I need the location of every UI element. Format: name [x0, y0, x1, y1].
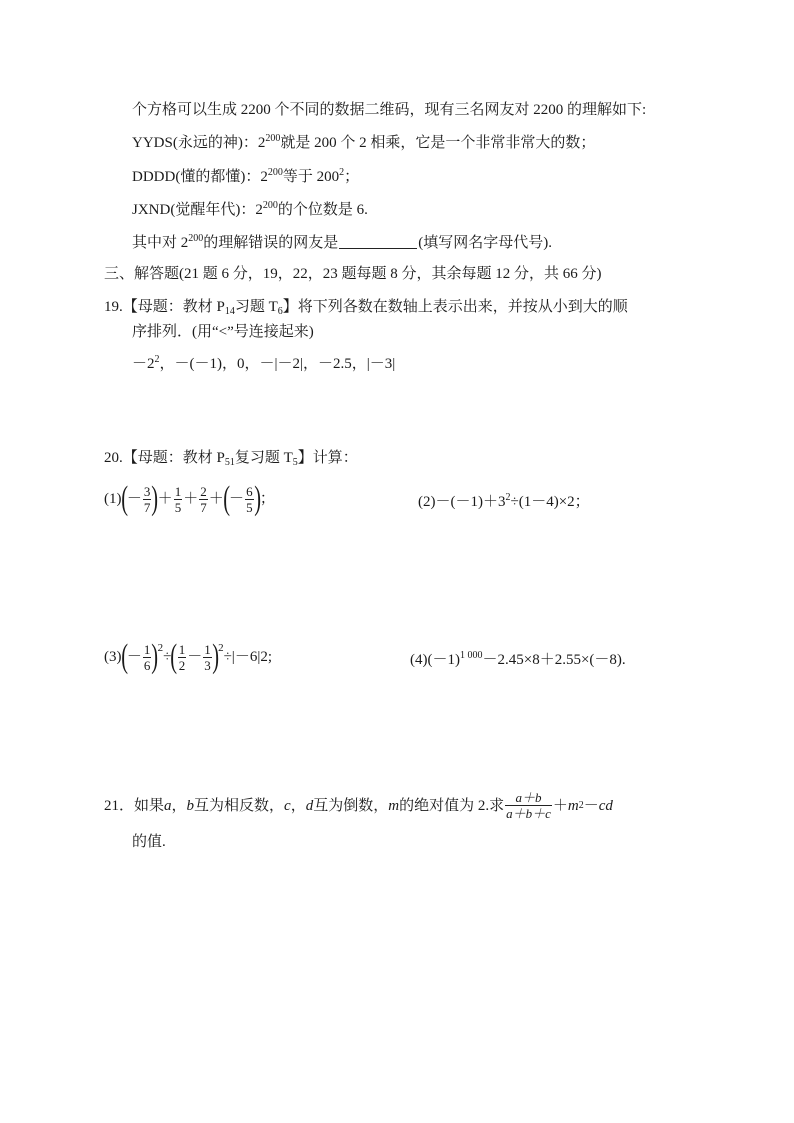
p4-label: (4)(－1) — [410, 652, 460, 668]
p3-div1: ÷ — [163, 649, 172, 665]
numbers-b: ，－(－1)，0，－|－2|，－2.5，|－3| — [159, 356, 396, 372]
var-m-squared: m — [567, 797, 579, 814]
p3-rest: ÷|－6|2; — [223, 649, 272, 665]
yyds-suffix: 就是 200 个 2 相乘，它是一个非常非常大的数； — [280, 135, 596, 151]
dddd-exponent: 200 — [267, 167, 283, 178]
p21-text3: 互为倒数， — [313, 797, 389, 814]
p21-text4: 的绝对值为 2.求 — [399, 797, 505, 814]
p21-text1: 21．如果 — [104, 797, 165, 814]
problem19-label: 19.【母题：教材 P — [104, 299, 225, 315]
problem19-text1: 】将下列各数在数轴上表示出来，并按从小到大的顺 — [282, 299, 628, 315]
p21-minus: － — [583, 797, 599, 814]
right-paren: ) — [212, 638, 219, 675]
left-paren: ( — [170, 638, 178, 675]
problem21-line1: 21．如果 a ， b 互为相反数， c ， d 互为倒数， m 的绝对值为 2.求 $\frac{a+b}{a+b+c}$ ＋ m 2 － cd — [104, 790, 613, 821]
p21-plus: ＋ — [552, 797, 568, 814]
problem20-mid: 复习题 T — [234, 450, 293, 466]
p1-minus1: － — [126, 491, 142, 507]
problem21-line2: 的值. — [132, 834, 166, 850]
yyds-exponent: 200 — [265, 133, 281, 144]
var-a: a — [164, 797, 172, 814]
p1-plus1: ＋ — [157, 491, 173, 507]
fraction-1-5: $\frac{1}{5}$ — [174, 483, 182, 515]
left-paren: ( — [222, 480, 230, 517]
fraction-sum: $\frac{a+b}{a+b+c}$ — [506, 790, 551, 821]
left-paren: ( — [120, 480, 128, 517]
answer-blank[interactable] — [339, 234, 417, 249]
fraction-1-2: $\frac{1}{2}$ — [178, 641, 186, 673]
right-paren: ) — [253, 480, 261, 517]
dddd-suffix: ； — [344, 169, 360, 185]
left-paren: ( — [120, 638, 128, 675]
p3-label: (3) — [104, 649, 122, 665]
fraction-1-3: $\frac{1}{3}$ — [204, 641, 211, 673]
problem20-task-sub: 5 — [292, 457, 298, 468]
problem20-part2 — [418, 492, 590, 512]
question-mid: 的理解错误的网友是 — [203, 235, 339, 251]
right-paren: ) — [151, 638, 159, 675]
p3-minus2: － — [187, 649, 203, 665]
var-c: c — [284, 797, 291, 814]
yyds-statement — [132, 133, 595, 153]
problem20-part4 — [410, 650, 626, 670]
yyds-prefix: YYDS(永远的神)：2 — [132, 135, 266, 151]
p3-square-2: 2 — [218, 642, 224, 654]
p1-plus3: ＋ — [208, 491, 224, 507]
problem18-question — [132, 233, 552, 253]
p4-rest: －2.45×8＋2.55×(－8). — [482, 652, 626, 668]
p4-exponent: 1 000 — [459, 650, 483, 661]
dddd-mid: 等于 200 — [282, 169, 340, 185]
jxnd-prefix: JXND(觉醒年代)：2 — [132, 202, 263, 218]
right-paren: ) — [151, 480, 159, 517]
problem19-line1 — [104, 297, 628, 317]
problem19-line2: 序排列．(用“<”号连接起来) — [132, 324, 314, 340]
problem20-page-sub: 51 — [224, 457, 235, 468]
p1-label: (1) — [104, 491, 122, 507]
var-cd: cd — [598, 797, 613, 814]
p3-minus1: － — [126, 649, 142, 665]
dddd-exponent-2: 2 — [339, 167, 345, 178]
dddd-prefix: DDDD(懂的都懂)：2 — [132, 169, 268, 185]
var-d: d — [305, 797, 314, 814]
jxnd-statement — [132, 200, 368, 220]
problem19-page-sub: 14 — [224, 306, 235, 317]
problem20-text: 】计算： — [297, 450, 358, 466]
jxnd-suffix: 的个位数是 6. — [277, 202, 368, 218]
fraction-3-7: $\frac{3}{7}$ — [143, 483, 151, 515]
p2-label: (2)－(－1)＋3 — [418, 494, 506, 510]
p2-rest: ÷(1－4)×2； — [510, 494, 590, 510]
p2-exponent: 2 — [505, 492, 511, 503]
p1-end: ； — [259, 491, 275, 507]
problem20-part3 — [104, 640, 272, 674]
problem20-part1 — [104, 482, 275, 516]
problem18-intro: 个方格可以生成 2200 个不同的数据二维码，现有三名网友对 2200 的理解如下: — [132, 102, 647, 118]
problem19-task-sub: 6 — [277, 306, 283, 317]
section3-heading: 三、解答题(21 题 6 分，19，22，23 题每题 8 分，其余每题 12 分，共 66 分) — [104, 266, 602, 282]
p1-minus2: － — [229, 491, 245, 507]
question-suffix: (填写网名字母代号). — [418, 235, 553, 251]
fraction-2-7: $\frac{2}{7}$ — [200, 483, 207, 515]
problem20-label: 20.【母题：教材 P — [104, 450, 225, 466]
p21-text2: 互为相反数， — [194, 797, 285, 814]
fraction-6-5: $\frac{6}{5}$ — [246, 483, 253, 515]
numbers-a: －2 — [132, 356, 155, 372]
p21-comma2: ， — [290, 797, 306, 814]
problem19-mid: 习题 T — [234, 299, 278, 315]
p1-plus2: ＋ — [183, 491, 199, 507]
dddd-statement — [132, 167, 359, 187]
jxnd-exponent: 200 — [262, 200, 278, 211]
problem19-numbers — [132, 354, 395, 374]
question-exponent: 200 — [188, 233, 204, 244]
fraction-1-6: $\frac{1}{6}$ — [143, 641, 151, 673]
numbers-exponent: 2 — [154, 354, 160, 365]
p21-comma1: ， — [171, 797, 187, 814]
p3-square-1: 2 — [157, 642, 164, 654]
var-b: b — [186, 797, 195, 814]
problem20-heading — [104, 448, 358, 468]
var-m: m — [388, 797, 400, 814]
question-prefix: 其中对 2 — [132, 235, 189, 251]
